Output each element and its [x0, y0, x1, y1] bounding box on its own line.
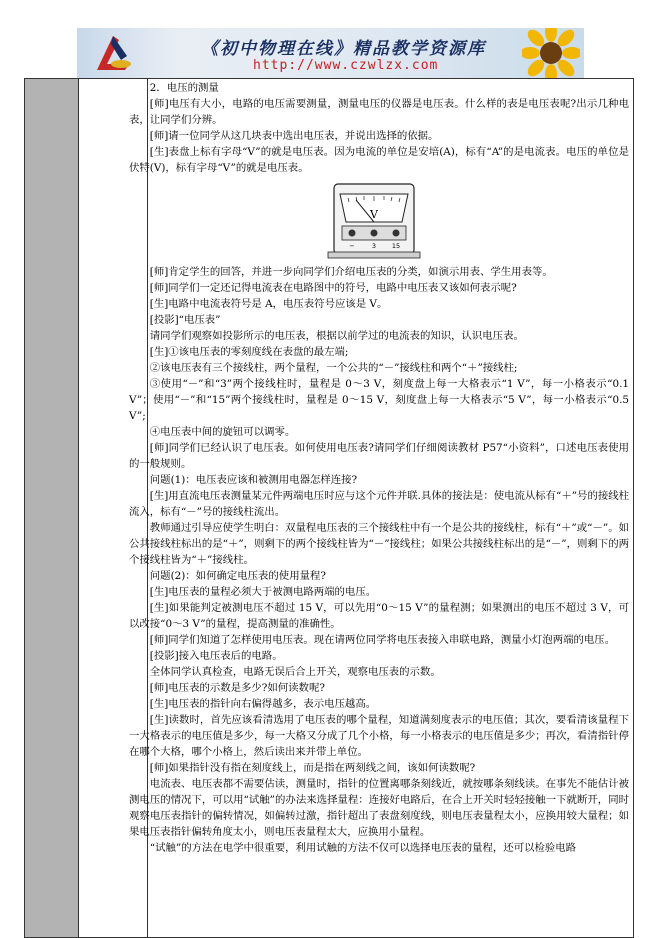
- paragraph: [生]电压表的指针向右偏得越多，表示电压越高。: [149, 698, 377, 710]
- paragraph: 问题(2)：如何确定电压表的使用量程?: [149, 570, 326, 582]
- paragraph: [师]同学们知道了怎样使用电压表。现在请两位同学将电压表接入串联电路，测量小灯泡两端的电压。: [149, 634, 616, 646]
- paragraph: 电流表、电压表都不需要估读，测量时，指针的位置离哪条刻线近，就按哪条刻线读。在事先不能估计被测电压的情况下，可以用“试触”的办法来选择量程：连接好电路后，在合上开关时轻轻接触一下就断开，同时观察电压表指针的偏转情况，如偏转过激，指针超出了表盘刻度线，则电压表量程太小，应换用较大量程；如果电压表指针偏转角度太小，则电压表量程太大，应换用小量程。: [129, 778, 629, 838]
- logo-icon: [91, 32, 135, 74]
- sunflower-icon: [522, 28, 580, 78]
- paragraph: [师]同学们已经认识了电压表。如何使用电压表?请同学们仔细阅读教材 P57“小资料”，口述电压表使用的一般规则。: [129, 442, 629, 470]
- paragraph: [投影]“电压表”: [149, 314, 221, 326]
- paragraph: ④电压表中间的旋钮可以调零。: [149, 426, 296, 438]
- paragraph: [师]请一位同学从这几块表中选出电压表，并说出选择的依据。: [149, 130, 439, 142]
- voltmeter-figure: [326, 182, 422, 260]
- banner-title: 《初中物理在线》精品教学资源库: [201, 39, 486, 59]
- meter-terminal-label: 3: [371, 242, 377, 250]
- lesson-content: [129, 80, 629, 856]
- paragraph: [生]读数时，首先应该看清选用了电压表的哪个量程，知道满刻度表示的电压值；其次，要看清该量程下一大格表示的电压值是多少，每一大格又分成了几个小格，每一小格表示的电压值是多少；再次，看清指针停在哪个大格，哪个小格上，然后读出来并带上单位。: [129, 714, 629, 758]
- paragraph: [投影]接入电压表后的电路。: [149, 650, 283, 662]
- paragraph: [生]表盘上标有字母“V”的就是电压表。因为电流的单位是安培(A)，标有“A”的是电流表。电压的单位是伏特(V)，标有字母“V”的就是电压表。: [129, 146, 629, 174]
- paragraph: [生]用直流电压表测量某元件两端电压时应与这个元件并联.具体的接法是：使电流从标有“＋”号的接线柱流入，标有“－”号的接线柱流出。: [129, 490, 630, 518]
- meter-terminal-label: 15: [391, 242, 401, 250]
- paragraph: [师]同学们一定还记得电流表在电路图中的符号，电路中电压表又该如何表示呢?: [149, 282, 517, 294]
- header-banner: [77, 28, 584, 78]
- paragraph: [生]如果能判定被测电压不超过 15 V，可以先用“0～15 V”的量程测；如果测出的电压不超过 3 V，可以改接“0～3 V”的量程，提高测量的准确性。: [129, 602, 629, 630]
- table-column-shaded: [25, 79, 79, 937]
- paragraph: [师]电压表的示数是多少?如何读数呢?: [149, 682, 325, 694]
- paragraph: ③使用“－”和“3”两个接线柱时，量程是 0～3 V，刻度盘上每一大格表示“1 V”，每一小格表示“0.1 V”；使用“－”和“15”两个接线柱时，量程是 0～15 V，刻度盘上每一大格表示“5 V”，每一小格表示“0.5 V”;: [129, 378, 629, 422]
- paragraph: 问题(1)：电压表应该和被测用电器怎样连接?: [149, 474, 358, 486]
- section-heading: 2．电压的测量: [149, 82, 219, 94]
- paragraph: [生]电路中电流表符号是 A，电压表符号应该是 V。: [149, 298, 388, 310]
- paragraph: [师]肯定学生的回答，并进一步向同学们介绍电压表的分类，如演示用表、学生用表等。: [149, 266, 553, 278]
- paragraph: [师]电压有大小，电路的电压需要测量，测量电压的仪器是电压表。什么样的表是电压表呢?出示几种电表，让同学们分辨。: [129, 98, 629, 126]
- paragraph: 请同学们观察如投影所示的电压表，根据以前学过的电流表的知识，认识电压表。: [149, 330, 524, 342]
- paragraph: [师]如果指针没有指在刻度线上，而是指在两刻线之间，该如何读数呢?: [149, 762, 476, 774]
- paragraph: 全体同学认真检查，电路无误后合上开关，观察电压表的示数。: [149, 666, 441, 678]
- paragraph: [生]①该电压表的零刻度线在表盘的最左端;: [149, 346, 349, 358]
- meter-terminal-label: −: [349, 242, 355, 250]
- meter-symbol: V: [370, 208, 378, 221]
- paragraph: 教师通过引导应使学生明白：双量程电压表的三个接线柱中有一个是公共的接线柱，标有“＋”或“－”。如公共接线柱标出的是“＋”，则剩下的两个接线柱皆为“－”接线柱；如果公共接线柱标出的是“－”，则剩下的两个接线柱皆为“＋”接线柱。: [129, 522, 629, 566]
- paragraph: “试触”的方法在电学中很重要，利用试触的方法不仅可以选择电压表的量程，还可以检验电路: [149, 842, 577, 854]
- banner-url[interactable]: http://www.czwlzx.com: [253, 58, 439, 73]
- paragraph: [生]电压表的量程必须大于被测电路两端的电压。: [149, 586, 377, 598]
- paragraph: ②该电压表有三个接线柱，两个量程，一个公共的“－”接线柱和两个“＋”接线柱;: [149, 362, 518, 374]
